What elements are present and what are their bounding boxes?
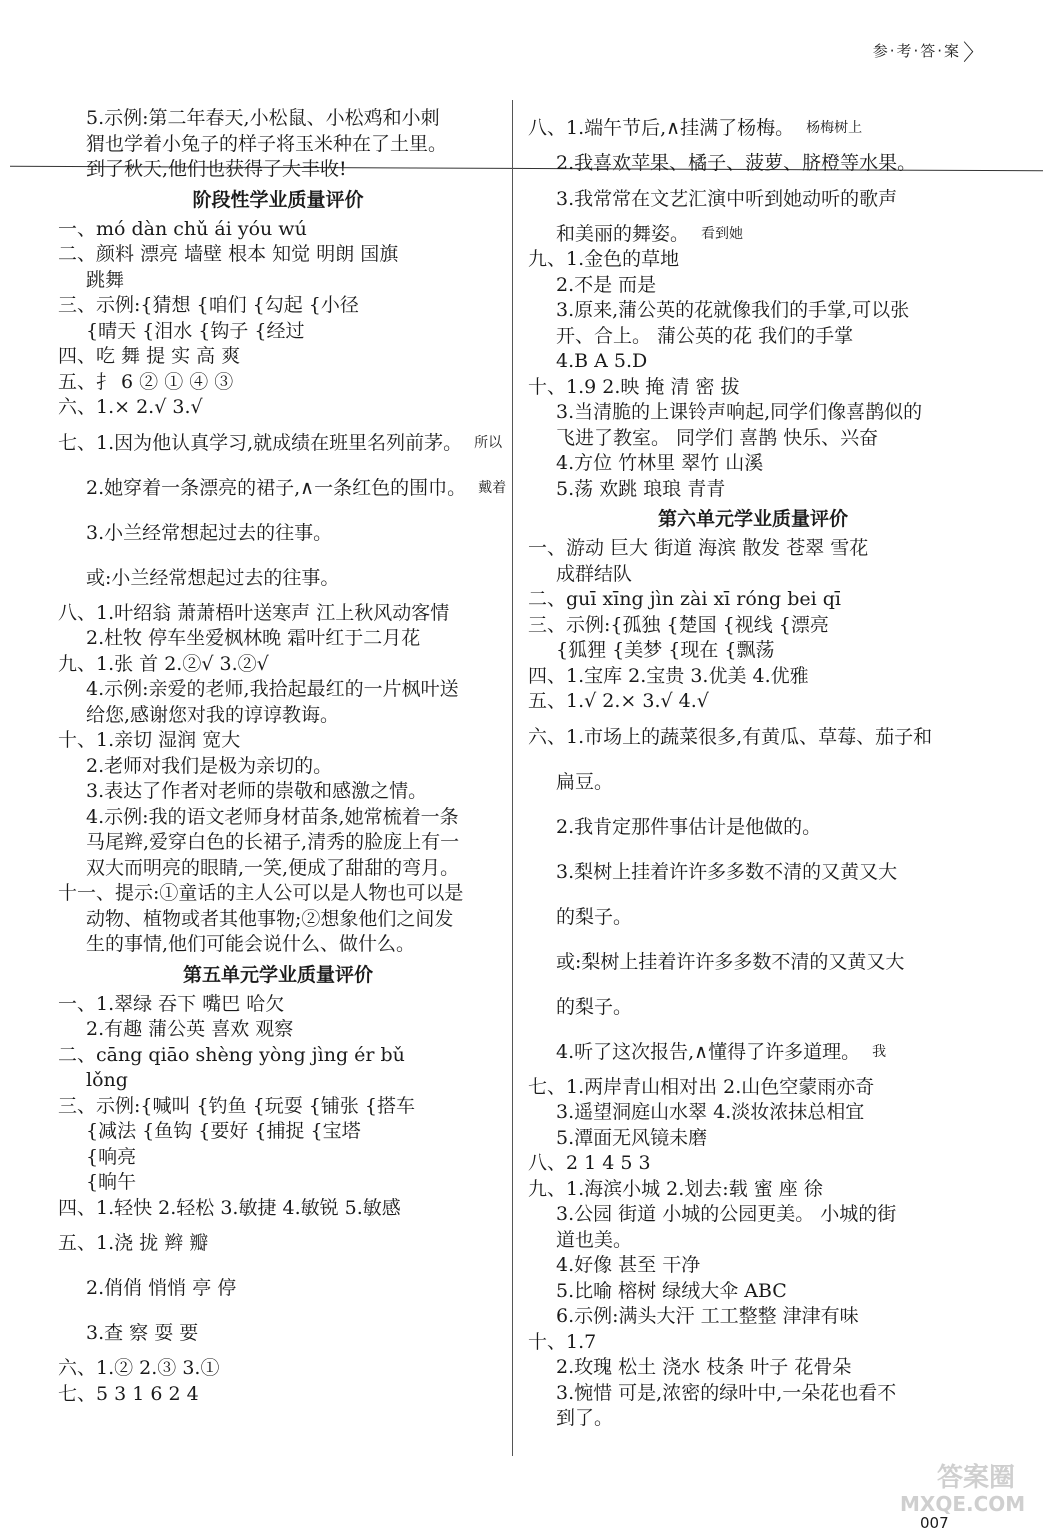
answer-line bbox=[528, 985, 978, 1030]
answer-line bbox=[528, 324, 978, 350]
answer-line bbox=[58, 268, 498, 294]
answer-text: 3.原来,蒲公英的花就像我们的手掌,可以张 bbox=[556, 299, 910, 321]
answer-line bbox=[528, 451, 978, 477]
answer-line bbox=[528, 400, 978, 426]
answer-line bbox=[58, 703, 498, 729]
answer-line bbox=[528, 940, 978, 985]
answer-text: 4.B A 5.D bbox=[556, 350, 648, 372]
left-column bbox=[58, 106, 507, 1407]
answer-line bbox=[58, 132, 498, 158]
answer-text: 4.方位 竹林里 翠竹 山溪 bbox=[556, 452, 764, 474]
answer-text: 或:小兰经常想起过去的往事。 bbox=[86, 566, 340, 589]
watermark-logo bbox=[900, 1463, 1026, 1520]
answer-line bbox=[58, 319, 498, 345]
answer-text: 2.俏俏 悄悄 亭 停 bbox=[86, 1277, 237, 1299]
answer-line bbox=[58, 511, 498, 556]
answer-line bbox=[528, 298, 978, 324]
answer-line bbox=[528, 1304, 978, 1330]
answer-text: 第六单元学业质量评价 bbox=[657, 508, 848, 530]
answer-line bbox=[58, 556, 498, 601]
answer-line bbox=[528, 247, 978, 273]
answer-text: 生的事情,他们可能会说什么、做什么。 bbox=[86, 933, 416, 955]
answer-line bbox=[58, 830, 498, 856]
answer-line bbox=[528, 1177, 978, 1203]
answer-text: 2.我肯定那件事估计是他做的。 bbox=[556, 815, 822, 838]
answer-line bbox=[58, 1356, 498, 1382]
answer-line bbox=[58, 601, 498, 627]
answer-line bbox=[528, 760, 978, 805]
answer-text: 动物、植物或者其他事物;②想象他们之间发 bbox=[86, 907, 454, 930]
answer-text: 3.表达了作者对老师的崇敬和感激之情。 bbox=[86, 780, 428, 802]
answer-line bbox=[528, 477, 978, 503]
answer-line bbox=[58, 106, 498, 132]
answer-text: lǒng bbox=[86, 1069, 128, 1091]
answer-line bbox=[58, 421, 503, 466]
answer-text: 五、扌 6 ② ① ④ ③ bbox=[58, 370, 234, 393]
answer-text: 二、guī xīng jìn zài xī róng bei qī bbox=[528, 588, 841, 610]
answer-line bbox=[528, 562, 978, 588]
answer-line bbox=[528, 177, 978, 222]
answer-line bbox=[58, 856, 498, 882]
answer-line bbox=[58, 992, 498, 1018]
answer-text: 八、2 1 4 5 3 bbox=[528, 1152, 651, 1174]
answer-text: 6.示例:满头大汗 工工整整 津津有味 bbox=[556, 1305, 859, 1327]
answer-text: 猬也学着小兔子的样子将玉米种在了土里。 bbox=[86, 132, 448, 155]
correction-mark: 我 bbox=[872, 1043, 887, 1060]
answer-text: 到了。 bbox=[556, 1407, 614, 1429]
answer-text: 九、1.金色的草地 bbox=[528, 248, 680, 270]
answer-line bbox=[58, 1119, 498, 1145]
header-label: 参·考·答·案 bbox=[872, 42, 961, 60]
answer-text: 4.听了这次报告,∧懂得了许多道理。 bbox=[556, 1040, 861, 1063]
answer-line bbox=[58, 466, 507, 511]
answer-text: 七、5 3 1 6 2 4 bbox=[58, 1382, 199, 1405]
answer-text: 3.查 察 耍 要 bbox=[86, 1322, 199, 1344]
answer-line bbox=[528, 349, 978, 375]
correction-mark: 戴着 bbox=[478, 479, 507, 496]
answer-line bbox=[58, 293, 498, 319]
answer-text: 二、cāng qiāo shèng yòng jìng ér bǔ bbox=[58, 1043, 405, 1066]
answer-line bbox=[58, 779, 498, 805]
answer-line bbox=[58, 1311, 498, 1356]
answer-text: 八、1.端午节后,∧挂满了杨梅。 bbox=[528, 117, 795, 139]
answer-text: {晴天 {泪水 {钩子 {经过 bbox=[86, 319, 305, 342]
correction-mark: 看到她 bbox=[701, 225, 744, 242]
answer-line bbox=[58, 242, 498, 268]
answer-text: {晌午 bbox=[86, 1171, 137, 1193]
answer-text: 六、1.② 2.③ 3.① bbox=[58, 1357, 220, 1379]
answer-text: 三、示例:{猜想 {咱们 {勾起 {小径 bbox=[58, 294, 359, 316]
answer-text: 跳舞 bbox=[86, 268, 125, 291]
answer-text: 3.遥望洞庭山水翠 4.淡妆浓抹总相宜 bbox=[556, 1101, 865, 1123]
answer-text: 成群结队 bbox=[556, 562, 633, 585]
answer-text: 2.我喜欢苹果、橘子、菠萝、脐橙等水果。 bbox=[556, 152, 917, 174]
answer-text: 2.玫瑰 松土 浇水 枝条 叶子 花骨朵 bbox=[556, 1356, 852, 1378]
answer-line bbox=[528, 536, 978, 562]
answer-line bbox=[528, 715, 978, 760]
answer-text: 二、颜料 漂亮 墙壁 根本 知觉 明朗 国旗 bbox=[58, 243, 399, 265]
answer-text: 一、mó dàn chǔ ái yóu wú bbox=[58, 217, 307, 240]
answer-line bbox=[528, 1355, 978, 1381]
answer-text: 5.潭面无风镜未磨 bbox=[556, 1126, 708, 1149]
answer-line bbox=[528, 805, 978, 850]
answer-line bbox=[58, 217, 498, 243]
answer-line bbox=[528, 1253, 978, 1279]
answer-text: 道也美。 bbox=[556, 1228, 633, 1251]
answer-text: 3.梨树上挂着许许多多数不清的又黄又大 bbox=[556, 860, 898, 883]
answer-text: 三、示例:{喊叫 {钓鱼 {玩耍 {铺张 {搭车 bbox=[58, 1094, 416, 1117]
answer-text: 5.比喻 榕树 绿绒大伞 ABC bbox=[556, 1279, 787, 1302]
page-number: 007 bbox=[920, 1514, 949, 1532]
answer-line bbox=[528, 1100, 978, 1126]
answer-text: 3.公园 街道 小城的公园更美。 小城的街 bbox=[556, 1203, 897, 1225]
answer-line bbox=[58, 370, 498, 396]
answer-text: 双大而明亮的眼睛,一笑,便成了甜甜的弯月。 bbox=[86, 856, 460, 879]
answer-line bbox=[528, 1279, 978, 1305]
answer-text: 5.荡 欢跳 琅琅 青青 bbox=[556, 477, 726, 500]
answer-text: 2.老师对我们是极为亲切的。 bbox=[86, 754, 333, 777]
answer-text: 扁豆。 bbox=[556, 770, 614, 793]
answer-line bbox=[528, 613, 978, 639]
correction-mark: 所以 bbox=[474, 434, 503, 451]
answer-text: 十、1.亲切 湿润 宽大 bbox=[58, 729, 241, 751]
watermark-bottom: MXQE.COM bbox=[900, 1492, 1026, 1516]
answer-line bbox=[58, 932, 498, 958]
answer-text: 四、1.宝库 2.宝贵 3.优美 4.优雅 bbox=[528, 664, 809, 687]
answer-text: 的梨子。 bbox=[556, 905, 633, 928]
answer-text: 4.好像 甚至 干净 bbox=[556, 1254, 701, 1276]
section-title bbox=[58, 183, 498, 217]
answer-text: 给您,感谢您对我的谆谆教诲。 bbox=[86, 703, 340, 726]
answer-text: 2.不是 而是 bbox=[556, 273, 657, 296]
answer-text: 四、吃 舞 提 实 高 爽 bbox=[58, 345, 241, 367]
answer-text: 九、1.张 首 2.②√ 3.②√ bbox=[58, 652, 269, 675]
column-divider bbox=[512, 100, 513, 1456]
answer-line bbox=[58, 1382, 498, 1408]
answer-text: 五、1.√ 2.× 3.√ 4.√ bbox=[528, 690, 709, 712]
answer-text: 四、1.轻快 2.轻松 3.敏捷 4.敏锐 5.敏感 bbox=[58, 1196, 401, 1219]
answer-line bbox=[58, 157, 498, 183]
answer-text: 3.小兰经常想起过去的往事。 bbox=[86, 521, 333, 544]
answer-line bbox=[58, 1068, 498, 1094]
answer-line bbox=[528, 151, 978, 177]
answer-line bbox=[528, 1228, 978, 1254]
answer-text: {减法 {鱼钩 {要好 {捕捉 {宝塔 bbox=[86, 1120, 361, 1142]
answer-line bbox=[528, 222, 978, 248]
answer-line bbox=[528, 664, 978, 690]
answer-line bbox=[528, 375, 978, 401]
answer-line bbox=[58, 1043, 498, 1069]
answer-line bbox=[528, 1075, 978, 1101]
answer-text: 阶段性学业质量评价 bbox=[192, 188, 364, 211]
answer-line bbox=[58, 1094, 498, 1120]
answer-line bbox=[58, 805, 498, 831]
answer-line bbox=[528, 638, 978, 664]
answer-line bbox=[528, 426, 978, 452]
answer-text: 的梨子。 bbox=[556, 995, 633, 1018]
answer-line bbox=[528, 1381, 978, 1407]
answer-text: 4.示例:我的语文老师身材苗条,她常梳着一条 bbox=[86, 805, 459, 828]
watermark-top: 答案圈 bbox=[936, 1463, 1015, 1493]
answer-text: 五、1.浇 拢 辫 瓣 bbox=[58, 1232, 209, 1254]
header-arrow-icon: 〉 bbox=[962, 41, 985, 66]
answer-text: 十、1.7 bbox=[528, 1330, 597, 1353]
answer-line bbox=[58, 881, 498, 907]
answer-text: 或:梨树上挂着许许多多数不清的又黄又大 bbox=[556, 950, 905, 973]
answer-text: 三、示例:{孤独 {楚国 {视线 {漂亮 bbox=[528, 613, 829, 636]
answer-line bbox=[528, 1330, 978, 1356]
answer-line bbox=[58, 1017, 498, 1043]
right-column bbox=[528, 106, 978, 1432]
section-title bbox=[58, 958, 498, 992]
answer-line bbox=[58, 1170, 498, 1196]
answer-line bbox=[528, 850, 978, 895]
answer-text: {响亮 bbox=[86, 1145, 137, 1168]
answer-text: 2.有趣 蒲公英 喜欢 观察 bbox=[86, 1018, 294, 1040]
answer-text: 马尾辫,爱穿白色的长裙子,清秀的脸庞上有一 bbox=[86, 831, 460, 853]
answer-line bbox=[58, 1145, 498, 1171]
answer-text: 一、游动 巨大 街道 海滨 散发 苍翠 雪花 bbox=[528, 537, 869, 559]
answer-line bbox=[58, 1196, 498, 1222]
answer-text: 九、1.海滨小城 2.划去:载 蜜 座 徐 bbox=[528, 1177, 823, 1200]
answer-line bbox=[58, 344, 498, 370]
answer-line bbox=[528, 689, 978, 715]
answer-text: 六、1.市场上的蔬菜很多,有黄瓜、草莓、茄子和 bbox=[528, 725, 933, 748]
answer-line bbox=[528, 1406, 978, 1432]
answer-line bbox=[528, 1202, 978, 1228]
answer-line bbox=[58, 626, 498, 652]
answer-line bbox=[58, 1266, 498, 1311]
answer-text: {狐狸 {美梦 {现在 {飘荡 bbox=[556, 639, 775, 661]
answer-text: 到了秋天,他们也获得了大丰收! bbox=[86, 158, 347, 180]
answer-line bbox=[528, 1030, 978, 1075]
answer-text: 4.示例:亲爱的老师,我拾起最红的一片枫叶送 bbox=[86, 678, 459, 700]
answer-text: 3.我常常在文艺汇演中听到她动听的歌声 bbox=[556, 187, 898, 210]
answer-text: 七、1.两岸青山相对出 2.山色空蒙雨亦奇 bbox=[528, 1075, 875, 1098]
answer-line bbox=[58, 677, 498, 703]
answer-text: 七、1.因为他认真学习,就成绩在班里名列前茅。 bbox=[58, 431, 463, 454]
answer-text: 飞进了教室。 同学们 喜鹊 快乐、兴奋 bbox=[556, 426, 879, 449]
answer-line bbox=[528, 273, 978, 299]
answer-line bbox=[528, 1151, 978, 1177]
answer-text: 六、1.× 2.√ 3.√ bbox=[58, 396, 203, 418]
answer-line bbox=[528, 895, 978, 940]
answer-text: 3.当清脆的上课铃声响起,同学们像喜鹊似的 bbox=[556, 401, 923, 423]
answer-line bbox=[58, 907, 498, 933]
answer-text: 和美丽的舞姿。 bbox=[556, 222, 690, 245]
answer-text: 5.示例:第二年春天,小松鼠、小松鸡和小刺 bbox=[86, 107, 440, 129]
section-title bbox=[528, 502, 978, 536]
answer-text: 十、1.9 2.映 掩 清 密 拔 bbox=[528, 375, 740, 398]
answer-text: 2.她穿着一条漂亮的裙子,∧一条红色的围巾。 bbox=[86, 476, 467, 499]
answer-line bbox=[528, 106, 978, 151]
answer-text: 2.杜牧 停车坐爱枫林晚 霜叶红于二月花 bbox=[86, 627, 421, 649]
answer-line bbox=[58, 1221, 498, 1266]
answer-text: 一、1.翠绿 吞下 嘴巴 哈欠 bbox=[58, 992, 285, 1015]
answer-text: 八、1.叶绍翁 萧萧梧叶送寒声 江上秋风动客情 bbox=[58, 601, 450, 624]
answer-line bbox=[58, 754, 498, 780]
answer-text: 第五单元学业质量评价 bbox=[182, 963, 373, 986]
answer-text: 开、合上。 蒲公英的花 我们的手掌 bbox=[556, 324, 854, 347]
correction-mark: 杨梅树上 bbox=[806, 120, 863, 136]
answer-line bbox=[528, 587, 978, 613]
answer-text: 十一、提示:①童话的主人公可以是人物也可以是 bbox=[58, 882, 464, 904]
answer-line bbox=[58, 395, 498, 421]
answer-line bbox=[528, 1126, 978, 1152]
answer-text: 3.惋惜 可是,浓密的绿叶中,一朵花也看不 bbox=[556, 1381, 897, 1404]
answer-line bbox=[58, 728, 498, 754]
answer-line bbox=[58, 652, 498, 678]
